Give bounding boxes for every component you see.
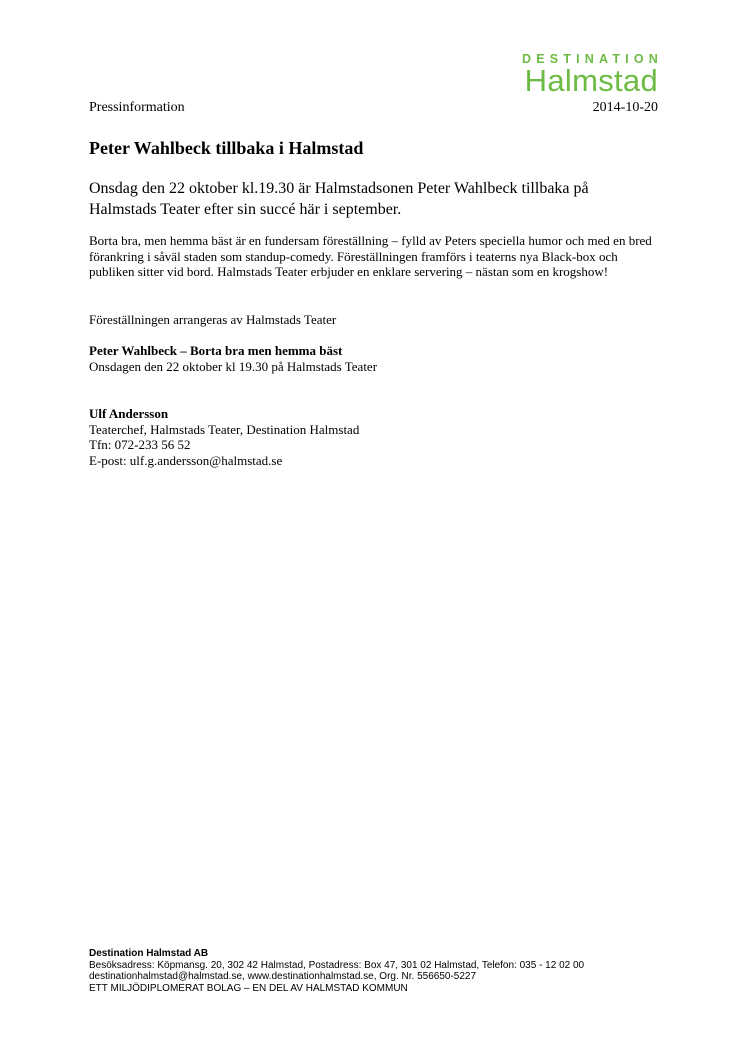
footer-address: Besöksadress: Köpmansg. 20, 302 42 Halmstad, Postadress: Box 47, 301 02 Halmstad, Telefon: 035 - 12 02 00 <box>89 959 585 971</box>
contact-phone: Tfn: 072-233 56 52 <box>89 437 191 452</box>
page-title: Peter Wahlbeck tillbaka i Halmstad <box>89 138 364 158</box>
contact-name: Ulf Andersson <box>89 406 169 421</box>
event-name: Peter Wahlbeck – Borta bra men hemma bäst <box>89 343 343 358</box>
event-details: Onsdagen den 22 oktober kl 19.30 på Halmstads Teater <box>89 358 378 374</box>
document-date: 2014-10-20 <box>592 100 658 115</box>
contact-block <box>89 406 659 468</box>
footer-company: Destination Halmstad AB <box>89 948 209 959</box>
footer-tagline: ETT MILJÖDIPLOMERAT BOLAG – EN DEL AV HALMSTAD KOMMUN <box>89 982 408 994</box>
logo-top-text: DESTINATION <box>522 52 663 66</box>
event-block <box>89 343 659 374</box>
footer-web: destinationhalmstad@halmstad.se, www.destinationhalmstad.se, Org. Nr. 556650-5227 <box>89 971 477 982</box>
contact-email: E-post: ulf.g.andersson@halmstad.se <box>89 452 283 468</box>
logo-main-text: Halmstad <box>524 63 658 98</box>
destination-halmstad-logo <box>522 52 663 98</box>
document-type-label: Pressinformation <box>89 100 185 115</box>
body-paragraph-2: Föreställningen arrangeras av Halmstads Teater <box>89 312 337 327</box>
contact-role: Teaterchef, Halmstads Teater, Destination Halmstad <box>89 421 360 437</box>
footer <box>89 948 584 994</box>
lead-paragraph: Onsdag den 22 oktober kl.19.30 är Halmstadsonen Peter Wahlbeck tillbaka på Halmstads Teater efter sin succé här i september. <box>89 180 589 218</box>
body-paragraph-1: Borta bra, men hemma bäst är en fundersam föreställning – fylld av Peters speciella humor och med en bred förankring i såväl staden som standup-comedy. Föreställningen framförs i teaterns nya Black-box och publiken sitter vid bord. Halmstads Teater erbjuder en enklare servering – nästan som en krogshow! <box>89 233 652 279</box>
